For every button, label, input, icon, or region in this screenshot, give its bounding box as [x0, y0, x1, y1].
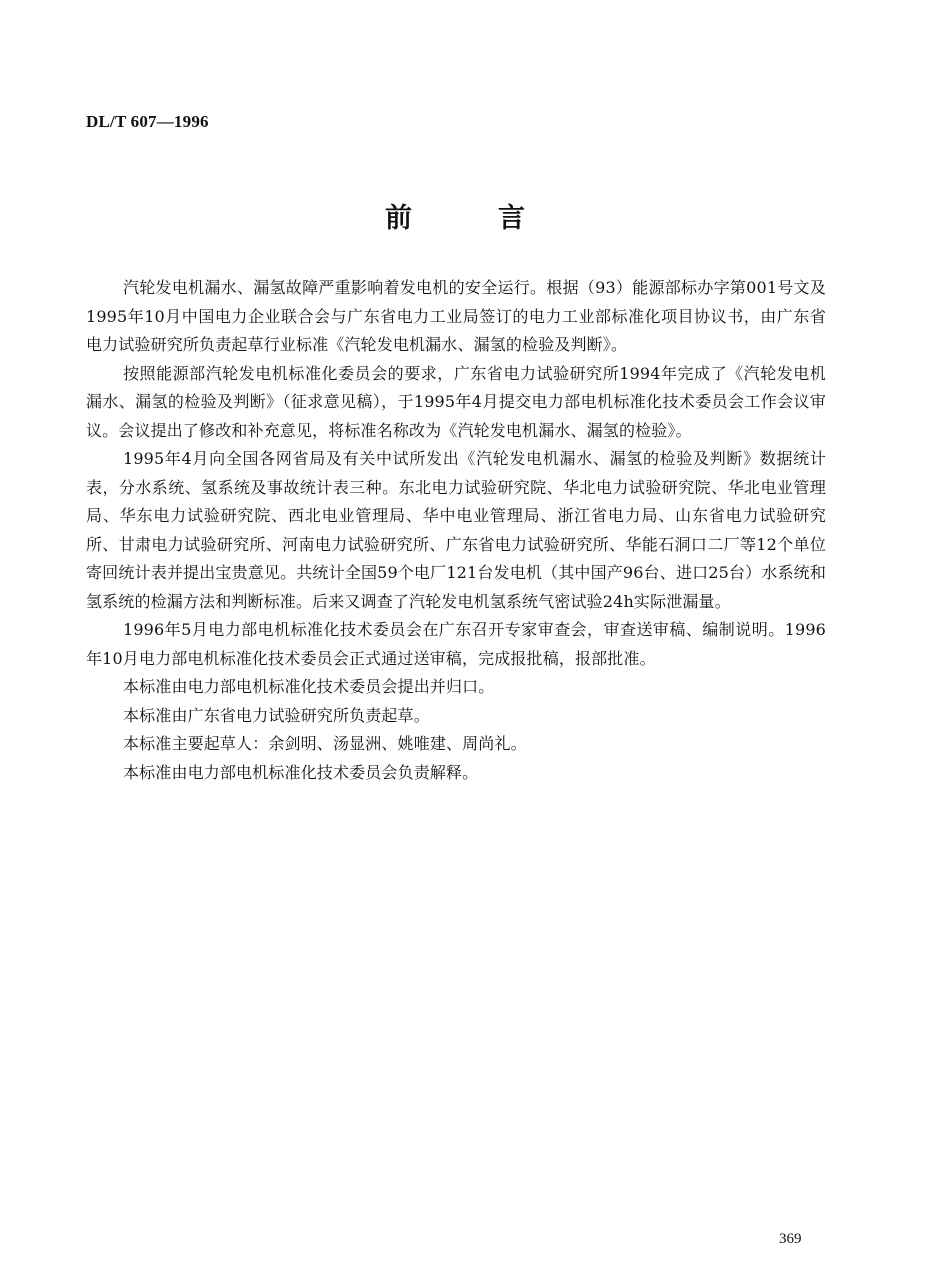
page-title: [385, 202, 525, 236]
paragraph-7: 本标准主要起草人：余剑明、汤显洲、姚唯建、周尚礼。: [123, 734, 527, 753]
paragraph-4: 1996年5月电力部电机标准化技术委员会在广东召开专家审查会，审查送审稿、编制说明。1996年10月电力部电机标准化技术委员会正式通过送审稿，完成报批稿，报部批准。: [86, 620, 826, 668]
paragraph-1: 汽轮发电机漏水、漏氢故障严重影响着发电机的安全运行。根据（93）能源部标办字第001号文及1995年10月中国电力企业联合会与广东省电力工业局签订的电力工业部标准化项目协议书，由广东省电力试验研究所负责起草行业标准《汽轮发电机漏水、漏氢的检验及判断》。: [86, 278, 826, 354]
document-number: DL/T 607—1996: [86, 112, 209, 131]
foreword-body: [86, 274, 826, 787]
paragraph-5: 本标准由电力部电机标准化技术委员会提出并归口。: [123, 677, 495, 696]
paragraph-8: 本标准由电力部电机标准化技术委员会负责解释。: [123, 762, 479, 782]
paragraph-3: 1995年4月向全国各网省局及有关中试所发出《汽轮发电机漏水、漏氢的检验及判断》数据统计表，分水系统、氢系统及事故统计表三种。东北电力试验研究院、华北电力试验研究院、华北电业管理局、华东电力试验研究院、西北电业管理局、华中电业管理局、浙江省电力局、山东省电力试验研究所、甘肃电力试验研究所、河南电力试验研究所、广东省电力试验研究所、华能石洞口二厂等12个单位寄回统计表并提出宝贵意见。共统计全国59个电厂121台发电机（其中国产96台、进口25台）水系统和氢系统的检漏方法和判断标准。后来又调查了汽轮发电机氢系统气密试验24h实际泄漏量。: [86, 449, 826, 611]
page-number: 369: [779, 1231, 802, 1247]
title-character-1: 前: [385, 203, 412, 234]
paragraph-2: 按照能源部汽轮发电机标准化委员会的要求，广东省电力试验研究所1994年完成了《汽轮发电机漏水、漏氢的检验及判断》（征求意见稿），于1995年4月提交电力部电机标准化技术委员会工作会议审议。会议提出了修改和补充意见，将标准名称改为《汽轮发电机漏水、漏氢的检验》。: [86, 363, 826, 440]
paragraph-6: 本标准由广东省电力试验研究所负责起草。: [123, 705, 430, 725]
title-character-2: 言: [498, 203, 525, 234]
